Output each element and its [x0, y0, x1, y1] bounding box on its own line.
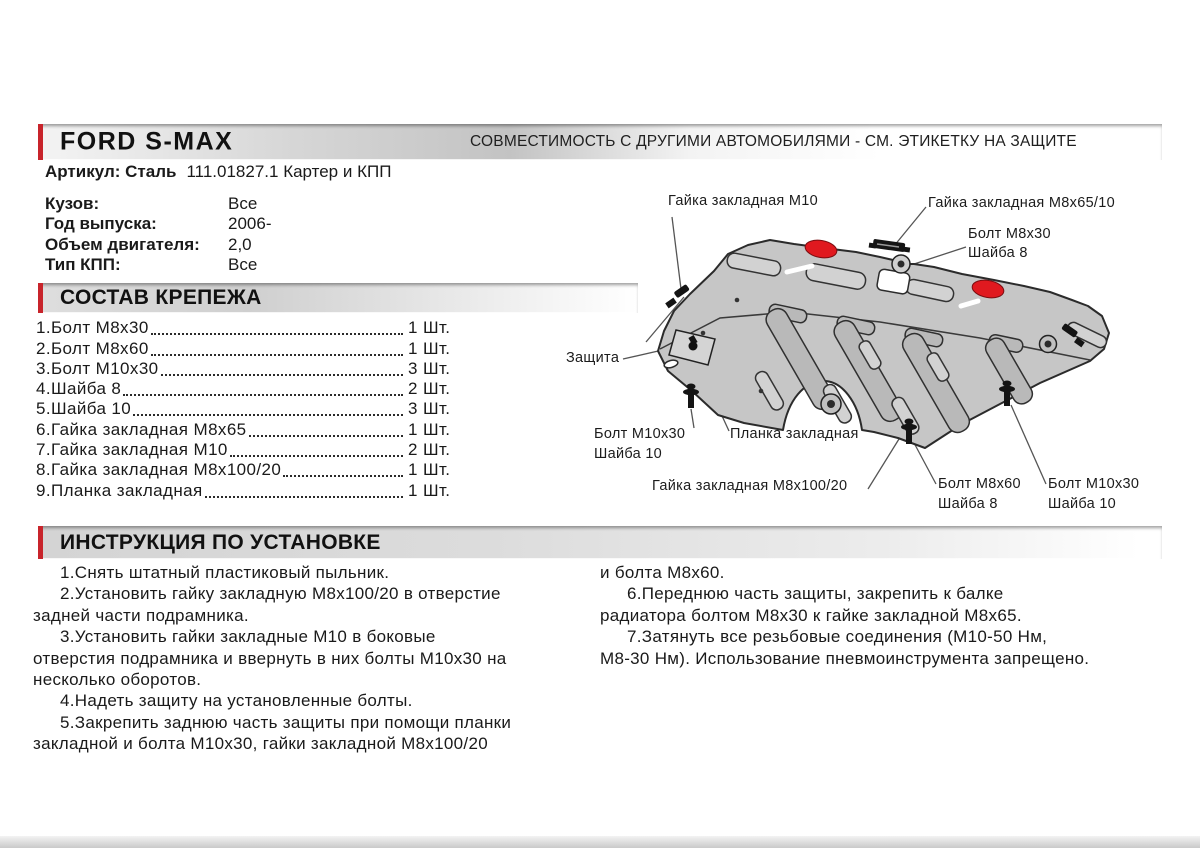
dotted-leader [230, 455, 403, 457]
page-bottom-edge [0, 836, 1200, 848]
fastener-qty: 1 Шт. [408, 419, 451, 439]
diagram-label: Гайка закладная М8х65/10 [928, 195, 1115, 211]
fastener-name: 3.Болт М10х30 [36, 358, 159, 378]
article-label: Артикул: Сталь [45, 162, 177, 181]
fastener-qty: 2 Шт. [408, 379, 451, 399]
instruction-line: 6.Переднюю часть защиты, закрепить к балке [627, 584, 1004, 604]
fastener-name: 1.Болт М8х30 [36, 318, 149, 338]
spec-value: 2,0 [228, 234, 252, 254]
fastener-qty: 1 Шт. [408, 338, 451, 358]
fastener-row [36, 379, 460, 399]
spec-row [45, 194, 375, 214]
dotted-leader [133, 414, 403, 416]
spec-value: Все [228, 255, 258, 275]
article-line [45, 162, 391, 182]
fastener-row [36, 399, 460, 419]
fastener-row [36, 359, 460, 379]
instructions-title: ИНСТРУКЦИЯ ПО УСТАНОВКЕ [60, 530, 381, 554]
instructions-left-column [33, 562, 593, 755]
instruction-line: отверстия подрамника и ввернуть в них болты М10х30 на [33, 648, 507, 668]
spec-label: Тип КПП: [45, 255, 121, 275]
instruction-line: радиатора болтом М8х30 к гайке закладной М8х65. [600, 605, 1022, 625]
front-washer-icon [892, 255, 910, 273]
page-title: FORD S-MAX [60, 127, 234, 156]
spec-row [45, 214, 375, 234]
diagram-label: Гайка закладная М10 [668, 193, 819, 209]
spec-label: Кузов: [45, 194, 100, 213]
fastener-row [36, 419, 460, 439]
fastener-qty: 1 Шт. [408, 480, 451, 500]
instruction-line: М8-30 Нм). Использование пневмоинструмента запрещено. [600, 648, 1090, 668]
spec-value: 2006- [228, 214, 272, 234]
dotted-leader [205, 496, 403, 498]
instruction-line: и болта М8х60. [600, 563, 725, 582]
compatibility-note: СОВМЕСТИМОСТЬ С ДРУГИМИ АВТОМОБИЛЯМИ - СМ. ЭТИКЕТКУ НА ЗАЩИТЕ [470, 133, 1077, 150]
spec-row [45, 255, 375, 275]
fasteners-list [36, 318, 460, 501]
dotted-leader [283, 475, 403, 477]
fastener-name: 4.Шайба 8 [36, 379, 122, 399]
fastener-row [36, 460, 460, 480]
instruction-line: 4.Надеть защиту на установленные болты. [60, 691, 413, 711]
red-accent-stripe [38, 283, 43, 313]
diagram-label: Шайба 8 [938, 496, 998, 512]
fastener-name: 6.Гайка закладная М8х65 [36, 419, 247, 439]
spec-label: Год выпуска: [45, 214, 157, 234]
instruction-line: 7.Затянуть все резьбовые соединения (М10-50 Нм, [627, 627, 1048, 647]
fastener-row [36, 318, 460, 338]
article-value: 111.01827.1 Картер и КПП [186, 162, 392, 181]
fastener-row [36, 338, 460, 358]
diagram-label: Болт М8х30 [968, 226, 1051, 242]
diagram-label: Болт М8х60 [938, 476, 1021, 492]
fastener-name: 8.Гайка закладная М8х100/20 [36, 460, 282, 480]
diagram-label: Защита [566, 350, 620, 366]
fastener-qty: 2 Шт. [408, 440, 451, 460]
fastener-name: 2.Болт М8х60 [36, 338, 149, 358]
instructions-right-column [600, 562, 1170, 669]
diagram-label: Болт М10х30 [1048, 476, 1140, 492]
spec-label: Объем двигателя: [45, 234, 200, 254]
instruction-line: несколько оборотов. [33, 669, 202, 689]
fastener-qty: 1 Шт. [408, 318, 451, 338]
instruction-line: закладной и болта М10х30, гайки закладной М8х100/20 [33, 734, 488, 754]
dotted-leader [123, 394, 403, 396]
instruction-line: задней части подрамника. [33, 605, 249, 625]
diagram-label: Гайка закладная М8х100/20 [652, 478, 848, 494]
instruction-line: 1.Снять штатный пластиковый пыльник. [60, 563, 390, 582]
fastener-name: 5.Шайба 10 [36, 399, 132, 419]
dotted-leader [151, 333, 403, 335]
dotted-leader [249, 435, 403, 437]
fasteners-section-header [38, 283, 638, 313]
instruction-line: 3.Установить гайки закладные М10 в боковые [60, 627, 436, 647]
dotted-leader [151, 354, 403, 356]
diagram-label: Шайба 8 [968, 245, 1028, 261]
specs-table [45, 194, 375, 276]
clamp-nut-icon [869, 239, 911, 253]
fastener-name: 7.Гайка закладная М10 [36, 440, 228, 460]
spec-value: Все [228, 194, 258, 213]
diagram-label: Шайба 10 [1048, 496, 1117, 512]
fastener-row [36, 440, 460, 460]
header-bar [38, 124, 1162, 160]
fasteners-title: СОСТАВ КРЕПЕЖА [60, 286, 262, 309]
instruction-line: 5.Закрепить заднюю часть защиты при помощи планки [60, 712, 512, 732]
fastener-row [36, 480, 460, 500]
dotted-leader [161, 374, 403, 376]
fastener-qty: 3 Шт. [408, 358, 451, 378]
fastener-qty: 3 Шт. [408, 399, 451, 419]
diagram-label: Шайба 10 [594, 446, 663, 462]
fastener-qty: 1 Шт. [408, 460, 451, 480]
instruction-line: 2.Установить гайку закладную М8х100/20 в отверстие [60, 584, 501, 604]
red-accent-stripe [38, 526, 43, 559]
diagram-label: Болт М10х30 [594, 426, 686, 442]
diagram-label: Планка закладная [730, 426, 859, 442]
spec-row [45, 235, 375, 255]
fastener-name: 9.Планка закладная [36, 480, 203, 500]
red-accent-stripe [38, 124, 43, 160]
